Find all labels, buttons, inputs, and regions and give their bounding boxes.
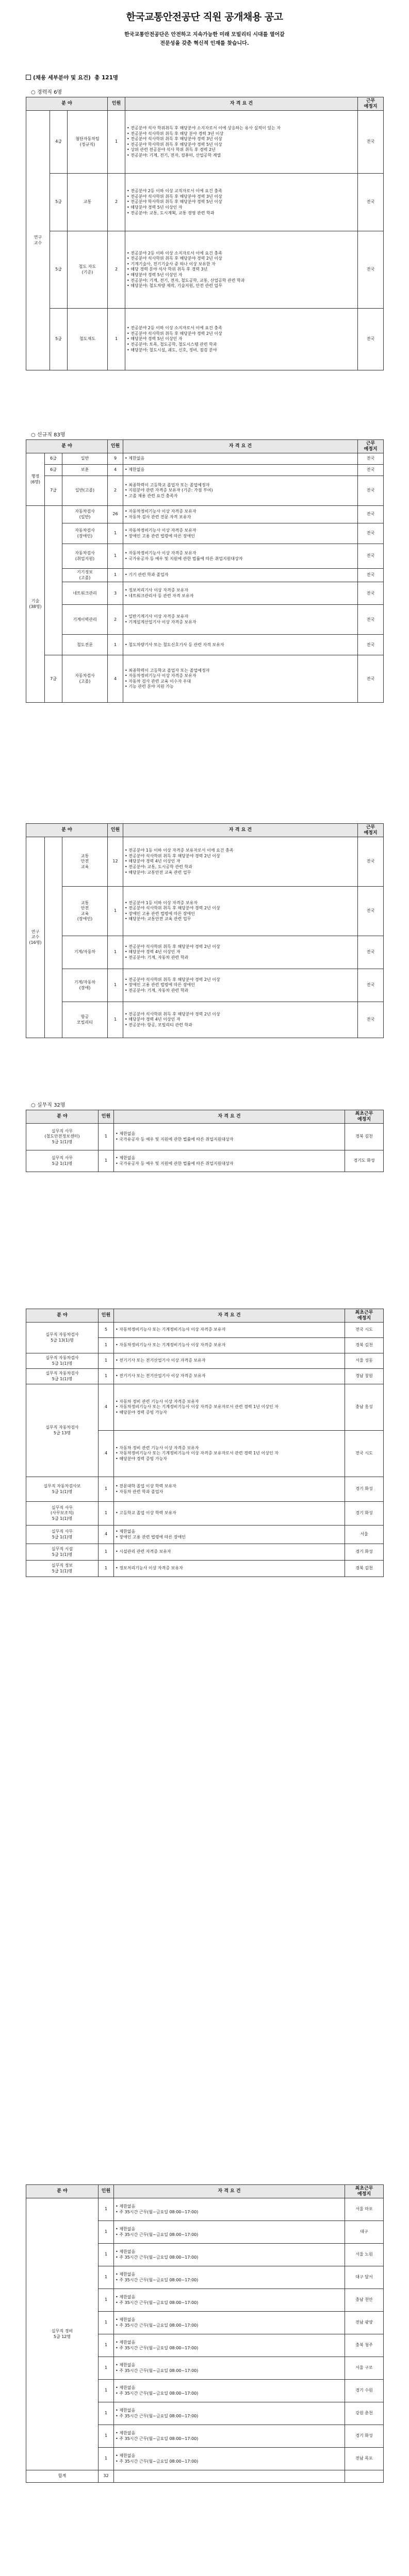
count-cell: 1 [108, 309, 125, 370]
practical-table-3 [26, 2184, 384, 2483]
field-cell: 네트워크관리 [62, 582, 108, 605]
qual-cell: • 제한없음 • 주 35시간 근무(월~금요일 08:00~17:00) [114, 2266, 345, 2289]
grade-cell: 7급 [45, 476, 62, 506]
table-row [26, 111, 384, 174]
grade-cell: 5급 [50, 309, 68, 370]
qual-cell: • 전공분야 석사학위 취득 후 해당분야 경력 2년 이상 • 해당분야 경력 4년 이상인 자 • 전공분야: 항공, 모빌리티 관련 학과 [123, 1002, 358, 1038]
table-row [26, 1353, 384, 1369]
count-cell: 4 [108, 465, 123, 476]
grade-cell: 6급 [45, 453, 62, 465]
field-cell: 일반 [62, 453, 108, 465]
count-cell: 12 [108, 837, 123, 887]
loc-cell: 전국 [358, 174, 384, 231]
qual-cell: • 철도차량기사 또는 철도신호기사 등 관련 자격 보유자 [123, 635, 358, 655]
qual-cell: • 정보처리기능사 이상 자격증 보유자 [114, 1561, 345, 1577]
qual-cell: • 제한없음 • 주 35시간 근무(월~금요일 08:00~17:00) [114, 2289, 345, 2312]
qual-cell: • 일반기계기사 이상 자격증 보유자 • 기계설계산업기사 이상 자격증 보유자 [123, 605, 358, 635]
count-cell: 4 [99, 1431, 114, 1477]
field-cell: 기계/자동차 (장애) [62, 969, 108, 1002]
loc-cell: 전국 [358, 544, 384, 569]
header-loc: 최초근무 예정지 [345, 1110, 384, 1124]
loc-cell: 대구 달서 [345, 2266, 384, 2289]
header-qual: 자 격 요 건 [114, 1309, 345, 1323]
table-row [26, 936, 384, 969]
group-cell: 기술 (38명) [26, 506, 45, 703]
table-row [26, 1323, 384, 1338]
table-row [26, 174, 384, 231]
qual-cell: • 전공분야 석사학위 취득 후 해당분야 경력 2년 이상 • 장애인 고용 관련 법령에 따른 장애인 • 전공분야: 기계, 자동차 관련 학과 [123, 969, 358, 1002]
qual-cell: • 제한없음 • 주 35시간 근무(월~금요일 08:00~17:00) [114, 2380, 345, 2402]
header-loc: 근무 예정지 [358, 97, 384, 111]
header-field: 분 야 [26, 440, 108, 453]
loc-cell: 전남 광양 [345, 2312, 384, 2334]
count-cell: 1 [108, 936, 123, 969]
count-cell: 1 [99, 2289, 114, 2312]
field-cell: 자동차검사 (장애인) [62, 523, 108, 544]
grade-cell: 4급 [50, 111, 68, 174]
loc-cell: 전국 [358, 453, 384, 465]
table-row [26, 1477, 384, 1502]
loc-cell: 전국 [358, 887, 384, 936]
qual-cell: • 전공분야 2등 이하 이상 소지자로서 이에 요건 충족 • 전공분야 석사학위 취득 후 해당분야 경력 2년 이상 • 해당분야 경력 5년 이상인 자 • 전공분야: 토목, 철도공학, 철도시스템 관련 학과 • 해당분야: 철도시설, 궤도, 신호, 정비, 점검 분야 [125, 309, 358, 370]
loc-cell: 서울 [345, 1526, 384, 1544]
loc-cell: 전국 [358, 476, 384, 506]
practical-table-2 [26, 1309, 384, 1577]
qual-cell: • 제한없음 • 주 35시간 근무(월~금요일 08:00~17:00) [114, 2221, 345, 2244]
qual-cell: • 제한없음 • 국가유공자 등 예우 및 지원에 관한 법률에 따른 취업지원대상자 [114, 1150, 345, 1172]
group-cell: 연구 교수 (16명) [26, 837, 45, 1038]
intro-text [41, 30, 368, 48]
loc-cell: 전국 [358, 569, 384, 582]
count-cell: 1 [99, 2448, 114, 2470]
header-field: 분 야 [26, 1110, 99, 1124]
qual-cell: • 제한없음 • 장애인 고용 관련 법령에 따른 장애인 [114, 1526, 345, 1544]
qual-cell: • 제한없음 • 주 35시간 근무(월~금요일 08:00~17:00) [114, 2244, 345, 2266]
count-cell: 1 [99, 1544, 114, 1561]
header-field: 분 야 [26, 824, 108, 837]
count-cell: 1 [99, 2221, 114, 2244]
table-row [26, 231, 384, 309]
header-loc: 근무 예정지 [358, 824, 384, 837]
loc-cell: 전국 [358, 936, 384, 969]
loc-cell: 경기 화성 [345, 1544, 384, 1561]
header-field: 분 야 [26, 1309, 99, 1323]
practical-heading: ○ 실무직 32명 [31, 1103, 66, 1108]
qual-cell: • 자동차정비기능사 이상 자격증 보유자 • 국가유공자 등 예우 및 지원에 관한 법률에 따른 취업지원대상자 [123, 544, 358, 569]
intro-line-1: 한국교통안전공단은 안전하고 지속가능한 미래 모빌리티 시대를 열어갈 [124, 32, 285, 38]
loc-cell: 경기 수원 [345, 2380, 384, 2402]
section-1-total: 총 121명 [94, 75, 119, 81]
header-count: 인원 [108, 97, 125, 111]
table-row [26, 582, 384, 605]
table-row [26, 1561, 384, 1577]
qual-cell: • 자동차정비기능사 또는 기계정비기능사 이상 자격증 보유자 [114, 1338, 345, 1353]
loc-cell: 서울 노원 [345, 2244, 384, 2266]
count-cell: 5 [99, 1323, 114, 1338]
table-row [26, 569, 384, 582]
header-count: 인원 [108, 440, 123, 453]
field-cell: 실무직 사무 5급 1(1)명 [26, 1526, 99, 1544]
count-cell: 26 [108, 506, 123, 523]
table-row [26, 476, 384, 506]
loc-cell: 전국 시도 [345, 1431, 384, 1477]
count-cell: 1 [108, 544, 123, 569]
total-count: 32 [99, 2470, 114, 2483]
qual-cell: • 전문대학 졸업 이상 학력 보유자 • 자동차 관련 학과 졸업자 [114, 1477, 345, 1502]
header-qual: 자 격 요 건 [114, 1110, 345, 1124]
field-cell: 실무직 시설 5급 1(1)명 [26, 1544, 99, 1561]
field-cell: 실무직 경비 5급 12명 [26, 2198, 99, 2470]
table-row [26, 1502, 384, 1526]
count-cell: 9 [108, 453, 123, 465]
header-qual: 자 격 요 건 [125, 97, 358, 111]
table-row [26, 1526, 384, 1544]
field-cell: 실무직 자동차검사 5급 13명 [26, 1384, 99, 1477]
count-cell: 1 [99, 1502, 114, 1526]
field-cell: 기기정보 (고졸) [62, 569, 108, 582]
qual-cell: • 전기기사 또는 전기산업기사 이상 자격증 보유자 [114, 1369, 345, 1384]
count-cell: 1 [99, 1477, 114, 1502]
count-cell: 1 [99, 2380, 114, 2402]
qual-cell: • 최종학력이 고등학교 졸업자 또는 졸업예정자 • 지원분야 관련 자격증 보유자 (기준: 가점 부여) • 고졸 채용 관련 요건 충족자 [123, 476, 358, 506]
loc-cell: 경북 김천 [345, 1338, 384, 1353]
table-row [26, 887, 384, 936]
field-cell: 첨단자동차팀 (정규직) [68, 111, 108, 174]
loc-cell: 서울 구로 [345, 2357, 384, 2380]
square-bullet-icon [26, 75, 31, 80]
table-row [26, 969, 384, 1002]
qual-cell: • 전공분야 1등 이하 이상 자격증 보유자 • 전공분야 석사학위 취득 후 해당분야 경력 2년 이상 • 장애인 고용 관련 법령에 따른 장애인 • 해당분야: 교통안전 교육 관련 업무 [123, 887, 358, 936]
qual-cell: • 자동차정비기능사 이상 자격증 보유자 • 장애인 고용 관련 법령에 따른 장애인 [123, 523, 358, 544]
qual-cell: • 자동차 정비 관련 기능사 이상 자격증 보유자 • 자동차정비기능사 또는 기계정비기능사 이상 자격증 보유자로서 관련 경력 1년 이상인 자 • 해당분야 경력 증빙 가능자 [114, 1431, 345, 1477]
grade-cell [45, 837, 62, 1038]
header-count: 인원 [99, 1309, 114, 1323]
header-loc: 근무 예정지 [358, 440, 384, 453]
loc-cell: 경북 김천 [345, 1561, 384, 1577]
header-qual: 자 격 요 건 [123, 440, 358, 453]
qual-cell: • 전공분야 석사 학위취득 후 해당분야 소지자로서 이에 상응하는 유사 실적이 있는 자 • 전공분야 석사학위 취득 후 해당 분야 경력 3년 이상 • 전공분야 석사학위 취득 후 해당분야 경력 3년 이상 • 전공분야 학사학위 취득 후 해당분야 경력 5년 이상 • 상위 관련 전공분야 석사 학위 취득 후 경력 2년 • 전공분야: 기계, 전기, 전자, 컴퓨터, 산업공학 계열 [125, 111, 358, 174]
field-cell: 자동차검사 (고졸) [62, 655, 108, 703]
page-title: 한국교통안전공단 직원 공개채용 공고 [126, 11, 283, 23]
grade-cell: 5급 [50, 174, 68, 231]
loc-cell: 전남 목포 [345, 2448, 384, 2470]
loc-cell: 전국 [358, 231, 384, 309]
table-row [26, 635, 384, 655]
field-cell: 실무직 자동차검사 5급 13(1)명 [26, 1323, 99, 1353]
table-row [26, 605, 384, 635]
qual-cell: • 고등학교 졸업 이상 학력 보유자 [114, 1502, 345, 1526]
qual-cell: • 전공분야 1등 이하 이상 자격증 보유자로서 이에 요건 충족 • 전공분야 석사학위 취득 후 해당분야 경력 2년 이상 • 해당분야 경력 4년 이상인 자 • 전공분야: 교통, 도시공학 관련 학과 • 해당분야: 교통안전 교육 관련 업무 [123, 837, 358, 887]
qual-cell: • 전기기사 또는 전기산업기사 이상 자격증 보유자 [114, 1353, 345, 1369]
field-cell: 실무직 자동차검사보 5급 1(1)명 [26, 1477, 99, 1502]
field-cell: 실무직 정보 5급 1(1)명 [26, 1561, 99, 1577]
total-row [26, 2470, 384, 2483]
loc-cell: 충남 천안 [345, 2289, 384, 2312]
count-cell: 1 [99, 2402, 114, 2425]
grade-cell: 6급 [45, 465, 62, 476]
count-cell: 4 [99, 1384, 114, 1431]
loc-cell: 전국 [358, 605, 384, 635]
newhire-heading: ○ 신규직 83명 [31, 432, 66, 438]
header [0, 0, 409, 48]
count-cell: 1 [99, 1353, 114, 1369]
table-row [26, 309, 384, 370]
field-cell: 항공 모빌리티 [62, 1002, 108, 1038]
qual-cell: • 시설관리 관련 자격증 보유자 [114, 1544, 345, 1561]
count-cell: 2 [108, 231, 125, 309]
count-cell: 1 [99, 1561, 114, 1577]
qual-cell: • 자동차 정비 관련 기능사 이상 자격증 보유자 • 자동차정비기능사 또는 기계정비기능사 이상 자격증 보유자로서 관련 경력 1년 이상인 자 • 해당분야 경력 증빙 가능자 [114, 1384, 345, 1431]
count-cell: 3 [108, 582, 123, 605]
intro-line-2: 전문성을 갖춘 혁신적 인재를 찾습니다. [160, 41, 249, 46]
loc-cell: 전국 [358, 506, 384, 523]
table-row [26, 1002, 384, 1038]
loc-cell: 전국 [358, 309, 384, 370]
count-cell: 1 [108, 569, 123, 582]
header-count: 인원 [108, 824, 123, 837]
field-cell: 철도재도 [68, 309, 108, 370]
research-table [26, 97, 384, 370]
group-cell: 행정 (6명) [26, 453, 45, 506]
total-label: 합계 [26, 2470, 99, 2483]
group-cell: 연구 교수 [26, 111, 50, 370]
loc-cell: 경기 화성 [345, 2425, 384, 2448]
count-cell: 1 [108, 969, 123, 1002]
loc-cell: 충북 청주 [345, 2334, 384, 2357]
count-cell: 1 [99, 2198, 114, 2221]
qual-cell: • 제한없음 [123, 465, 358, 476]
table-row [26, 2198, 384, 2221]
table-row [26, 1369, 384, 1384]
loc-cell: 서울 성동 [345, 1353, 384, 1369]
count-cell: 4 [99, 1526, 114, 1544]
table-row [26, 544, 384, 569]
qual-cell: • 정보처리기사 이상 자격증 보유자 • 네트워크관리사 등 관련 자격 보유자 [123, 582, 358, 605]
newhire-table [26, 439, 384, 703]
table-row [26, 1544, 384, 1561]
qual-cell: • 전공분야 석사학위 취득 후 해당분야 경력 2년 이상 • 해당분야 경력 4년 이상인 자 • 전공분야: 기계, 자동차 관련 학과 [123, 936, 358, 969]
count-cell: 1 [108, 1002, 123, 1038]
header-qual: 자 격 요 건 [114, 2185, 345, 2198]
section-1-heading [26, 74, 118, 81]
field-cell: 실무직 사무 (철도안전정보센터) 5급 1(1)명 [26, 1124, 99, 1150]
table-row [26, 837, 384, 887]
field-cell: 보훈 [62, 465, 108, 476]
qual-cell: • 제한없음 • 주 35시간 근무(월~금요일 08:00~17:00) [114, 2357, 345, 2380]
loc-cell: 경기 화성 [345, 1477, 384, 1502]
field-cell: 기계/자동차 [62, 936, 108, 969]
header-loc: 최초근무 예정지 [345, 2185, 384, 2198]
loc-cell: 전국 [358, 969, 384, 1002]
field-cell: 실무직 사무 5급 1(1)명 [26, 1150, 99, 1172]
loc-cell: 전국 [358, 635, 384, 655]
loc-cell: 경남 창원 [345, 1369, 384, 1384]
field-cell: 교통 안전 교육 (장애인) [62, 887, 108, 936]
qual-cell: • 제한없음 [123, 453, 358, 465]
loc-cell: 전국 [358, 465, 384, 476]
field-cell: 실무직 자동차검사 5급 1(1)명 [26, 1353, 99, 1369]
grade-cell: 5급 [50, 231, 68, 309]
qual-cell: • 기기 관련 학과 졸업자 [123, 569, 358, 582]
qual-cell: • 전공분야 2등 이하 이상 소지자로서 이에 요건 충족 • 전공분야 석사학위 취득 후 해당분야 경력 2년 이상 • 기계기술사, 전기기술사 중 하나 이상 보유한 자 • 해당 경력 분야 석사 학위 취득 후 경력 3년 • 해당분야 경력 5년 이상인 자 • 전공분야: 기계, 전기, 전자, 철도공학, 교통, 산업공학 관련 학과 • 해당분야: 철도차량 제작, 기술지원, 안전 관련 업무 [125, 231, 358, 309]
section-1-label: (채용 세부분야 및 요건) [33, 75, 91, 81]
qual-cell: • 제한없음 • 주 35시간 근무(월~금요일 08:00~17:00) [114, 2402, 345, 2425]
grade-cell [45, 506, 62, 655]
field-cell: 실무직 자동차검사 5급 1(1)명 [26, 1369, 99, 1384]
loc-cell: 전국 [358, 523, 384, 544]
count-cell: 1 [99, 2244, 114, 2266]
field-cell: 일반(고졸) [62, 476, 108, 506]
loc-cell: 강원 춘천 [345, 2402, 384, 2425]
loc-cell: 전국 [358, 837, 384, 887]
count-cell: 2 [108, 174, 125, 231]
count-cell: 2 [108, 476, 123, 506]
count-cell: 1 [99, 2425, 114, 2448]
table-row [26, 1384, 384, 1431]
loc-cell: 전국 [358, 582, 384, 605]
field-cell: 자동차검사 (취업지원) [62, 544, 108, 569]
count-cell: 1 [99, 2334, 114, 2357]
header-field: 분 야 [26, 2185, 99, 2198]
loc-cell: 경북 김천 [345, 1124, 384, 1150]
practical-table-1 [26, 1110, 384, 1172]
grade-cell: 7급 [45, 655, 62, 703]
qual-cell: • 자동차정비기능사 또는 기계정비기능사 이상 자격증 보유자 [114, 1323, 345, 1338]
field-cell: 기계이력관리 [62, 605, 108, 635]
qual-cell: • 제한없음 • 주 35시간 근무(월~금요일 08:00~17:00) [114, 2198, 345, 2221]
loc-cell: 전국 [358, 1002, 384, 1038]
count-cell: 1 [99, 1338, 114, 1353]
field-cell: 자동차검사 (일반) [62, 506, 108, 523]
count-cell: 1 [108, 635, 123, 655]
field-cell: 실무직 사무 (사무보조직) 5급 1(1)명 [26, 1502, 99, 1526]
qual-cell: • 전공분야 2등 이하 이상 교직자로서 이에 요건 충족 • 전공분야 석사학위 취득 후 해당분야 경력 3년 이상 • 전공분야 학사학위 취득 후 해당분야 경력 5년 이상 • 해당분야 경력 5년 이상인 자 • 전공분야: 교통, 도시계획, 교통 경영 관련 학과 [125, 174, 358, 231]
header-count: 인원 [99, 2185, 114, 2198]
header-qual: 자 격 요 건 [123, 824, 358, 837]
table-row [26, 523, 384, 544]
header-loc: 최초근무 예정지 [345, 1309, 384, 1323]
count-cell: 1 [99, 2266, 114, 2289]
count-cell: 1 [108, 111, 125, 174]
count-cell: 1 [108, 523, 123, 544]
field-cell: 철도전문 [62, 635, 108, 655]
loc-cell: 전국 [358, 111, 384, 174]
qual-cell: • 최종학력이 고등학교 졸업자 또는 졸업예정자 • 자동차정비기능사 이상 자격증 보유자 • 자동차 검사 관련 교육 이수자 우대 • 기능 관련 분야 지원 가능 [123, 655, 358, 703]
field-cell: 철도 자도 (기준) [68, 231, 108, 309]
header-count: 인원 [99, 1110, 114, 1124]
table-row [26, 506, 384, 523]
table-row [26, 1150, 384, 1172]
loc-cell: 대구 [345, 2221, 384, 2244]
loc-cell: 전국 [358, 655, 384, 703]
qual-cell: • 제한없음 • 국가유공자 등 예우 및 지원에 관한 법률에 따른 취업지원대상자 [114, 1124, 345, 1150]
field-cell: 교통 안전 교육 [62, 837, 108, 887]
header-field: 분 야 [26, 97, 108, 111]
field-cell: 교통 [68, 174, 108, 231]
count-cell: 1 [99, 2312, 114, 2334]
count-cell: 1 [99, 1369, 114, 1384]
table-row [26, 453, 384, 465]
loc-cell: 전국 시도 [345, 1323, 384, 1338]
loc-cell: 충남 홍성 [345, 1384, 384, 1431]
count-cell: 4 [108, 655, 123, 703]
qual-cell: • 제한없음 • 주 35시간 근무(월~금요일 08:00~17:00) [114, 2448, 345, 2470]
qual-cell: • 제한없음 • 주 35시간 근무(월~금요일 08:00~17:00) [114, 2425, 345, 2448]
table-row [26, 465, 384, 476]
count-cell: 1 [108, 887, 123, 936]
table-row [26, 1124, 384, 1150]
loc-cell: 경기도 화성 [345, 1150, 384, 1172]
research-heading: ○ 경력직 6명 [31, 90, 62, 95]
table-row [26, 655, 384, 703]
count-cell: 1 [99, 2357, 114, 2380]
count-cell: 2 [108, 605, 123, 635]
loc-cell: 경기 화성 [345, 1502, 384, 1526]
qual-cell: • 자동차정비기능사 이상 자격증 보유자 • 자동차 검사 관련 전문 자격 보유자 [123, 506, 358, 523]
loc-cell: 서울 마포 [345, 2198, 384, 2221]
qual-cell: • 제한없음 • 주 35시간 근무(월~금요일 08:00~17:00) [114, 2334, 345, 2357]
qual-cell: • 제한없음 • 주 35시간 근무(월~금요일 08:00~17:00) [114, 2312, 345, 2334]
tech-table [26, 823, 384, 1038]
count-cell: 1 [99, 1124, 114, 1150]
count-cell: 1 [99, 1150, 114, 1172]
